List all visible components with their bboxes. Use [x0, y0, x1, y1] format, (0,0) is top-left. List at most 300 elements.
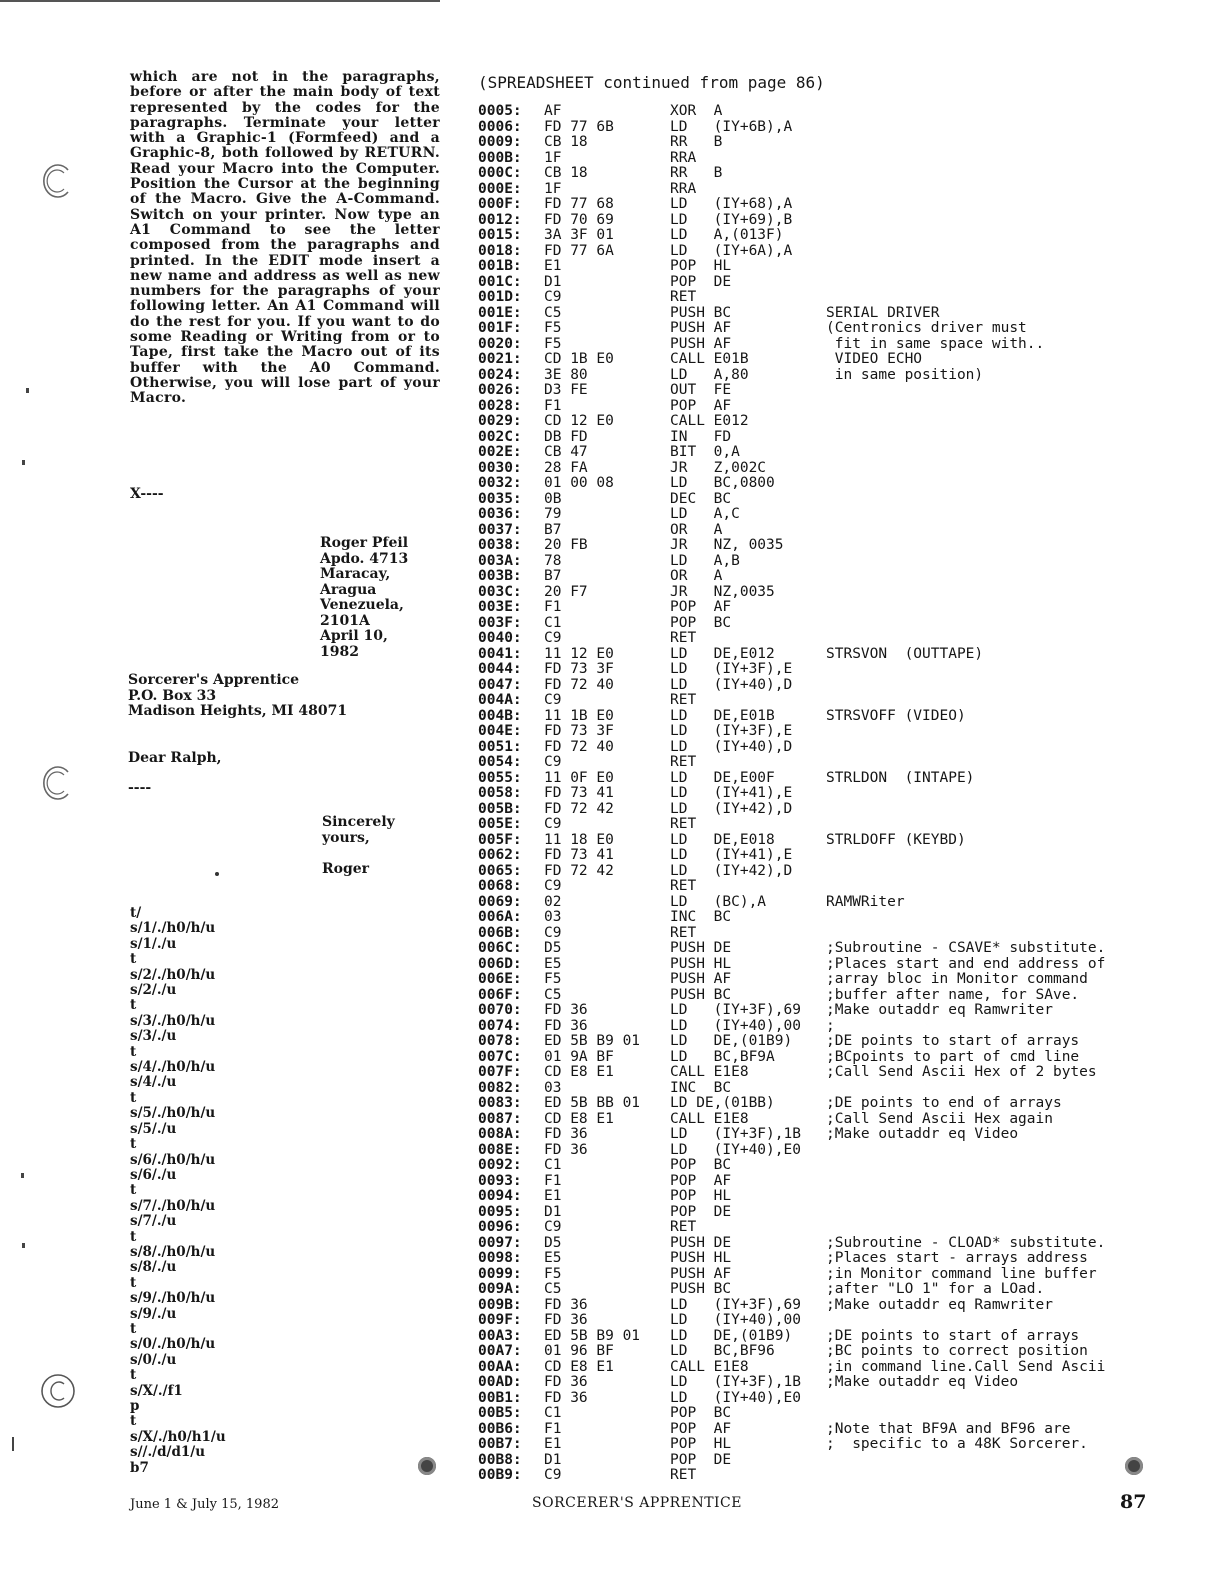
punch-hole-icon	[40, 162, 76, 200]
listing-instruction: POP HL	[670, 1188, 732, 1204]
listing-instruction: JR Z,002C	[670, 459, 767, 476]
listing-hex: 79	[544, 506, 562, 522]
listing-instruction: LD (IY+41),E	[670, 847, 793, 863]
macro-command: s/0/./h0/h/u	[130, 1336, 216, 1353]
listing-hex: 78	[544, 552, 562, 569]
listing-instruction: LD (IY+3F),1B	[670, 1374, 801, 1390]
listing-hex: 03	[544, 909, 562, 925]
listing-address: 0041:	[478, 645, 522, 662]
listing-instruction: LD DE,E018	[670, 831, 775, 848]
recipient-line: Sorcerer's Apprentice	[128, 672, 300, 688]
closing-line: Sincerely	[322, 814, 395, 830]
macro-command: s/1/./u	[130, 935, 177, 952]
macro-command: s/3/./u	[130, 1028, 177, 1045]
listing-hex: C5	[544, 304, 562, 321]
listing-address: 006A:	[478, 909, 522, 925]
listing-comment: ; specific to a 48K Sorcerer.	[826, 1436, 1088, 1452]
listing-instruction: LD (IY+40),00	[670, 1312, 801, 1328]
listing-address: 0069:	[478, 893, 522, 910]
recipient-line: Madison Heights, MI 48071	[128, 703, 348, 719]
listing-address: 004E:	[478, 723, 522, 739]
listing-instruction: BIT 0,A	[670, 444, 740, 460]
listing-instruction: POP HL	[670, 1436, 732, 1452]
listing-address: 00B7:	[478, 1436, 522, 1452]
listing-hex: 20 FB	[544, 537, 588, 553]
listing-address: 003E:	[478, 599, 522, 615]
listing-instruction: LD DE,E01B	[670, 707, 775, 724]
listing-address: 0018:	[478, 242, 522, 259]
listing-hex: FD 36	[544, 1141, 588, 1158]
listing-instruction: PUSH HL	[670, 955, 732, 972]
listing-hex: D3 FE	[544, 382, 588, 398]
macro-command: s/X/./h0/h1/u	[130, 1428, 226, 1445]
macro-command: t	[130, 1136, 137, 1153]
scan-speck	[22, 460, 25, 465]
macro-command: s/2/./u	[130, 982, 177, 999]
page-number: 87	[1120, 1491, 1147, 1513]
listing-address: 007F:	[478, 1064, 522, 1080]
listing-address: 0096:	[478, 1219, 522, 1235]
listing-address: 003B:	[478, 568, 522, 584]
listing-hex: FD 73 3F	[544, 723, 614, 739]
listing-instruction: OR A	[670, 521, 723, 538]
listing-instruction: LD (IY+42),D	[670, 800, 793, 817]
listing-comment: STRSVON (OUTTAPE)	[826, 645, 984, 662]
listing-hex: C9	[544, 1219, 562, 1235]
sender-line: Aragua	[320, 581, 377, 598]
listing-instruction: LD A,80	[670, 366, 749, 383]
listing-instruction: RR B	[670, 134, 723, 150]
listing-address: 001B:	[478, 258, 522, 274]
listing-hex: C1	[544, 614, 562, 631]
macro-command: t	[130, 1274, 137, 1291]
listing-hex: C1	[544, 1405, 562, 1421]
listing-instruction: PUSH BC	[670, 1281, 732, 1297]
listing-hex: FD 73 3F	[544, 661, 614, 677]
listing-instruction: PUSH BC	[670, 304, 732, 321]
sender-line: Maracay,	[320, 566, 391, 582]
listing-comment: ;Note that BF9A and BF96 are	[826, 1420, 1071, 1437]
listing-instruction: LD (IY+3F),1B	[670, 1126, 801, 1142]
listing-address: 0092:	[478, 1157, 522, 1173]
listing-instruction: DEC BC	[670, 490, 732, 507]
separator-x: X----	[130, 486, 164, 502]
listing-comment: STRSVOFF (VIDEO)	[826, 707, 966, 724]
listing-hex: C9	[544, 924, 562, 941]
listing-address: 00B1:	[478, 1389, 522, 1406]
listing-address: 00AD:	[478, 1374, 522, 1390]
listing-instruction: LD DE,(01B9)	[670, 1327, 793, 1344]
recipient-line: P.O. Box 33	[128, 687, 217, 704]
listing-instruction: CALL E012	[670, 413, 749, 429]
macro-command: s/8/./u	[130, 1259, 177, 1276]
listing-hex: D1	[544, 1203, 562, 1220]
listing-address: 001E:	[478, 304, 522, 321]
macro-command: s/X/./f1	[130, 1382, 183, 1399]
listing-hex: FD 72 42	[544, 862, 614, 879]
listing-instruction: RET	[670, 878, 697, 894]
listing-instruction: PUSH HL	[670, 1250, 732, 1266]
listing-hex: D1	[544, 1451, 562, 1468]
listing-address: 003F:	[478, 614, 522, 631]
listing-instruction: LD (IY+40),D	[670, 738, 793, 755]
listing-address: 0015:	[478, 227, 522, 243]
listing-hex: C9	[544, 754, 562, 770]
sender-line: April 10,	[320, 628, 388, 644]
listing-comment: ;DE points to start of arrays	[826, 1033, 1080, 1049]
listing-comment: ;DE points to end of arrays	[826, 1095, 1062, 1111]
punch-hole-icon	[40, 764, 76, 802]
listing-instruction: LD DE,E012	[670, 645, 775, 662]
listing-comment: ;in command line.Call Send Ascii	[826, 1358, 1106, 1375]
listing-instruction: RET	[670, 1219, 697, 1235]
listing-comment: STRLDON (INTAPE)	[826, 769, 975, 786]
listing-address: 0038:	[478, 537, 522, 553]
listing-address: 009B:	[478, 1296, 522, 1313]
listing-instruction: LD (IY+68),A	[670, 196, 793, 212]
listing-address: 001D:	[478, 289, 522, 305]
listing-hex: D5	[544, 940, 562, 956]
listing-address: 003C:	[478, 583, 522, 600]
listing-hex: 01 9A BF	[544, 1048, 614, 1065]
listing-hex: E5	[544, 1250, 562, 1266]
listing-address: 003A:	[478, 552, 522, 569]
listing-address: 0065:	[478, 862, 522, 879]
punch-hole-icon	[40, 1372, 76, 1410]
sender-line: 2101A	[320, 612, 370, 629]
listing-instruction: LD BC,BF9A	[670, 1048, 775, 1065]
listing-hex: F5	[544, 971, 562, 987]
macro-command: t	[130, 1043, 137, 1060]
listing-hex: CB 18	[544, 165, 588, 181]
listing-instruction: INC BC	[670, 909, 732, 925]
listing-hex: 01 00 08	[544, 475, 614, 491]
listing-hex: CB 18	[544, 134, 588, 150]
listing-hex: CD 12 E0	[544, 413, 614, 429]
listing-instruction: LD (IY+40),00	[670, 1017, 801, 1034]
listing-instruction: OR A	[670, 568, 723, 584]
listing-address: 0035:	[478, 490, 522, 507]
listing-hex: F5	[544, 335, 562, 352]
listing-hex: ED 5B B9 01	[544, 1033, 641, 1049]
listing-comment: VIDEO ECHO	[826, 351, 923, 367]
listing-address: 00A7:	[478, 1343, 522, 1359]
listing-instruction: RRA	[670, 180, 697, 197]
macro-command-list	[130, 906, 226, 1476]
listing-hex: FD 36	[544, 1002, 588, 1018]
closing-line: yours,	[322, 829, 370, 846]
listing-instruction: RET	[670, 630, 697, 646]
listing-comment: ;BCpoints to part of cmd line	[826, 1048, 1080, 1065]
macro-command: p	[130, 1398, 140, 1414]
listing-instruction: POP AF	[670, 1172, 732, 1189]
article-text	[130, 70, 440, 407]
listing-instruction: RET	[670, 924, 697, 941]
listing-instruction: POP DE	[670, 1203, 732, 1220]
listing-address: 0074:	[478, 1017, 522, 1034]
listing-hex: AF	[544, 103, 562, 119]
listing-comment: ;array bloc in Monitor command	[826, 971, 1088, 987]
listing-address: 0009:	[478, 134, 522, 150]
listing-address: 0099:	[478, 1265, 522, 1282]
listing-instruction: OUT FE	[670, 382, 732, 398]
macro-command: s/3/./h0/h/u	[130, 1012, 216, 1029]
listing-instruction: LD (BC),A	[670, 893, 767, 910]
listing-comment: ;Make outaddr eq Ramwriter	[826, 1296, 1053, 1313]
listing-hex: 01 96 BF	[544, 1343, 614, 1359]
listing-instruction: RET	[670, 289, 697, 305]
listing-address: 0062:	[478, 847, 522, 863]
listing-instruction: LD (IY+3F),E	[670, 723, 793, 739]
listing-address: 001F:	[478, 320, 522, 336]
listing-instruction: RET	[670, 1467, 697, 1483]
listing-address: 006B:	[478, 924, 522, 941]
listing-address: 0097:	[478, 1234, 522, 1251]
listing-instruction: PUSH BC	[670, 986, 732, 1003]
listing-address: 008E:	[478, 1141, 522, 1158]
listing-instruction: POP BC	[670, 1157, 732, 1173]
listing-address: 0094:	[478, 1188, 522, 1204]
listing-address: 0055:	[478, 769, 522, 786]
listing-instruction: LD DE,(01BB)	[670, 1095, 775, 1111]
listing-instruction: LD (IY+6B),A	[670, 118, 793, 135]
listing-instruction: RR B	[670, 165, 723, 181]
sender-line: Venezuela,	[320, 597, 404, 613]
listing-instruction: RET	[670, 692, 697, 708]
listing-hex: 1F	[544, 180, 562, 197]
listing-address: 0030:	[478, 459, 522, 476]
listing-address: 0024:	[478, 366, 522, 383]
listing-comment: (Centronics driver must	[826, 320, 1027, 336]
listing-comment: ;in Monitor command line buffer	[826, 1265, 1097, 1282]
scan-speck	[12, 1437, 14, 1451]
listing-address: 002C:	[478, 428, 522, 445]
registration-mark-icon	[1125, 1457, 1143, 1475]
listing-hex: FD 72 42	[544, 800, 614, 817]
listing-instruction: LD A,B	[670, 552, 740, 569]
listing-hex: FD 77 6A	[544, 242, 614, 259]
registration-mark-icon	[418, 1457, 436, 1475]
sender-address	[320, 536, 408, 660]
listing-hex: 03	[544, 1079, 562, 1096]
listing-address: 004A:	[478, 692, 522, 708]
footer-magazine: SORCERER'S APPRENTICE	[532, 1495, 742, 1511]
listing-instruction: POP BC	[670, 614, 732, 631]
listing-comment: ;Subroutine - CSAVE* substitute.	[826, 940, 1106, 956]
listing-instruction: LD (IY+3F),69	[670, 1296, 801, 1313]
macro-command: s/0/./u	[130, 1351, 177, 1368]
listing-address: 0040:	[478, 630, 522, 646]
listing-address: 000C:	[478, 165, 522, 181]
listing-instruction: LD (IY+40),D	[670, 676, 793, 693]
listing-hex: 3A 3F 01	[544, 227, 614, 243]
listing-address: 0032:	[478, 475, 522, 491]
macro-command: t	[130, 997, 137, 1014]
listing-address: 0083:	[478, 1095, 522, 1111]
recipient-address	[128, 673, 347, 720]
listing-hex: CD E8 E1	[544, 1110, 614, 1127]
listing-hex: 11 18 E0	[544, 831, 614, 848]
listing-hex: F5	[544, 1265, 562, 1282]
macro-command: s/1/./h0/h/u	[130, 920, 216, 937]
macro-command: s//./d/d1/u	[130, 1444, 206, 1461]
listing-instruction: LD BC,0800	[670, 475, 775, 491]
footer-date: June 1 & July 15, 1982	[130, 1497, 279, 1512]
listing-hex: 11 0F E0	[544, 769, 614, 786]
listing-hex: E1	[544, 258, 562, 274]
scan-speck	[26, 388, 29, 393]
listing-hex: FD 36	[544, 1389, 588, 1406]
listing-instruction: POP AF	[670, 599, 732, 615]
listing-comment: in same position)	[826, 366, 984, 383]
macro-command: s/9/./u	[130, 1305, 177, 1322]
listing-instruction: LD (IY+69),B	[670, 211, 793, 228]
listing-hex: C9	[544, 289, 562, 305]
listing-hex: C1	[544, 1157, 562, 1173]
macro-command: b7	[130, 1459, 149, 1476]
listing-hex: FD 72 40	[544, 676, 614, 693]
listing-instruction: POP BC	[670, 1405, 732, 1421]
listing-address: 002E:	[478, 444, 522, 460]
listing-hex: C5	[544, 986, 562, 1003]
listing-address: 0021:	[478, 351, 522, 367]
closing	[322, 815, 395, 846]
listing-hex: FD 36	[544, 1017, 588, 1034]
listing-hex: 0B	[544, 490, 562, 507]
listing-instruction: LD BC,BF96	[670, 1343, 775, 1359]
listing-instruction: IN FD	[670, 428, 732, 445]
listing-instruction: LD A,C	[670, 506, 740, 522]
listing-hex: FD 77 68	[544, 196, 614, 212]
listing-address: 00B6:	[478, 1420, 522, 1437]
listing-comment: ;Make outaddr eq Video	[826, 1374, 1019, 1390]
listing-instruction: LD (IY+42),D	[670, 862, 793, 879]
listing-instruction: XOR A	[670, 103, 723, 119]
listing-instruction: LD DE,E00F	[670, 769, 775, 786]
macro-command: t	[130, 1367, 137, 1384]
continued-note: (SPREADSHEET continued from page 86)	[478, 73, 825, 92]
listing-address: 008A:	[478, 1126, 522, 1142]
listing-address: 0028:	[478, 397, 522, 414]
listing-comment: ;DE points to start of arrays	[826, 1327, 1080, 1344]
listing-instruction: RET	[670, 816, 697, 832]
listing-hex: FD 73 41	[544, 785, 614, 801]
listing-instruction: CALL E1E8	[670, 1358, 749, 1375]
listing-instruction: LD (IY+3F),69	[670, 1002, 801, 1018]
listing-address: 0098:	[478, 1250, 522, 1266]
listing-address: 00AA:	[478, 1358, 522, 1375]
listing-comment: ;Subroutine - CLOAD* substitute.	[826, 1234, 1106, 1251]
listing-address: 0082:	[478, 1079, 522, 1096]
listing-hex: CB 47	[544, 444, 588, 460]
listing-instruction: LD A,(013F)	[670, 227, 784, 243]
listing-instruction: JR NZ, 0035	[670, 537, 784, 553]
article-paragraph: which are not in the paragraphs, before or after the main body of text represented by the codes for the paragraphs. Terminate your letter with a Graphic-1 (Formfeed) and a Graphic-8, both followed by RETURN. Read your Macro into the Computer. Position the Cursor at the beginning of the Macro. Give the A-Command. Switch on your printer. Now type an A1 Command to see the letter composed from the paragraphs and printed. In the EDIT mode insert a new name and address as well as new numbers for the paragraphs of your following letter. An A1 Command will do the rest for you. If you want to do some Reading or Writing from or to Tape, first take the Macro out of its buffer with the A0 Command. Otherwise, you will lose part of your Macro.	[130, 69, 440, 407]
body-placeholder: ----	[128, 780, 152, 796]
listing-address: 00B8:	[478, 1451, 522, 1468]
listing-instruction: PUSH AF	[670, 320, 732, 336]
listing-comment: ;	[826, 1017, 835, 1034]
listing-hex: F1	[544, 1172, 562, 1189]
listing-hex: F1	[544, 1420, 562, 1437]
listing-hex: FD 72 40	[544, 738, 614, 755]
listing-hex: FD 36	[544, 1296, 588, 1313]
macro-command: t	[130, 1413, 137, 1430]
listing-hex: CD E8 E1	[544, 1064, 614, 1080]
macro-command: t	[130, 1089, 137, 1106]
listing-hex: FD 36	[544, 1374, 588, 1390]
macro-command: s/5/./u	[130, 1120, 177, 1137]
listing-address: 0047:	[478, 676, 522, 693]
listing-instruction: JR NZ,0035	[670, 583, 775, 600]
listing-hex: C9	[544, 630, 562, 646]
listing-address: 0054:	[478, 754, 522, 770]
listing-hex: C5	[544, 1281, 562, 1297]
listing-hex: 20 F7	[544, 583, 588, 600]
listing-comment: ;BC points to correct position	[826, 1343, 1088, 1359]
listing-address: 0051:	[478, 738, 522, 755]
listing-hex: FD 73 41	[544, 847, 614, 863]
listing-hex: B7	[544, 521, 562, 538]
macro-command: t	[130, 1182, 137, 1199]
listing-instruction: PUSH DE	[670, 1234, 732, 1251]
listing-hex: FD 77 6B	[544, 118, 614, 135]
listing-hex: 11 12 E0	[544, 645, 614, 662]
listing-address: 006C:	[478, 940, 522, 956]
macro-command: t	[130, 951, 137, 968]
listing-hex: FD 36	[544, 1312, 588, 1328]
listing-address: 0005:	[478, 103, 522, 119]
listing-hex: 28 FA	[544, 459, 588, 476]
listing-hex: CD 1B E0	[544, 351, 614, 367]
listing-hex: F5	[544, 320, 562, 336]
listing-instruction: RET	[670, 754, 697, 770]
listing-hex: E1	[544, 1436, 562, 1452]
listing-address: 0037:	[478, 521, 522, 538]
listing-address: 0068:	[478, 878, 522, 894]
listing-comment: ;Make outaddr eq Ramwriter	[826, 1002, 1053, 1018]
listing-instruction: LD (IY+41),E	[670, 785, 793, 801]
listing-address: 006F:	[478, 986, 522, 1003]
listing-instruction: LD (IY+3F),E	[670, 661, 793, 677]
listing-hex: C9	[544, 816, 562, 832]
listing-hex: DB FD	[544, 428, 588, 445]
macro-command: s/7/./u	[130, 1213, 177, 1230]
listing-address: 000B:	[478, 149, 522, 166]
macro-command: s/9/./h0/h/u	[130, 1290, 216, 1307]
listing-address: 0026:	[478, 382, 522, 398]
listing-hex: ED 5B BB 01	[544, 1095, 641, 1111]
macro-command: s/4/./h0/h/u	[130, 1059, 216, 1076]
listing-address: 0058:	[478, 785, 522, 801]
listing-address: 0012:	[478, 211, 522, 228]
listing-hex: 02	[544, 893, 562, 910]
macro-command: s/6/./u	[130, 1166, 177, 1183]
macro-command: t	[130, 1320, 137, 1337]
macro-command: s/5/./h0/h/u	[130, 1105, 216, 1122]
listing-hex: E5	[544, 955, 562, 972]
sender-line: Roger Pfeil	[320, 535, 409, 551]
listing-address: 0036:	[478, 506, 522, 522]
listing-instruction: PUSH DE	[670, 940, 732, 956]
listing-address: 0095:	[478, 1203, 522, 1220]
listing-hex: C9	[544, 878, 562, 894]
listing-comment: fit in same space with..	[826, 335, 1045, 352]
listing-address: 0093:	[478, 1172, 522, 1189]
listing-instruction: LD DE,(01B9)	[670, 1033, 793, 1049]
listing-hex: C9	[544, 1467, 562, 1483]
sender-line: Apdo. 4713	[320, 550, 409, 567]
